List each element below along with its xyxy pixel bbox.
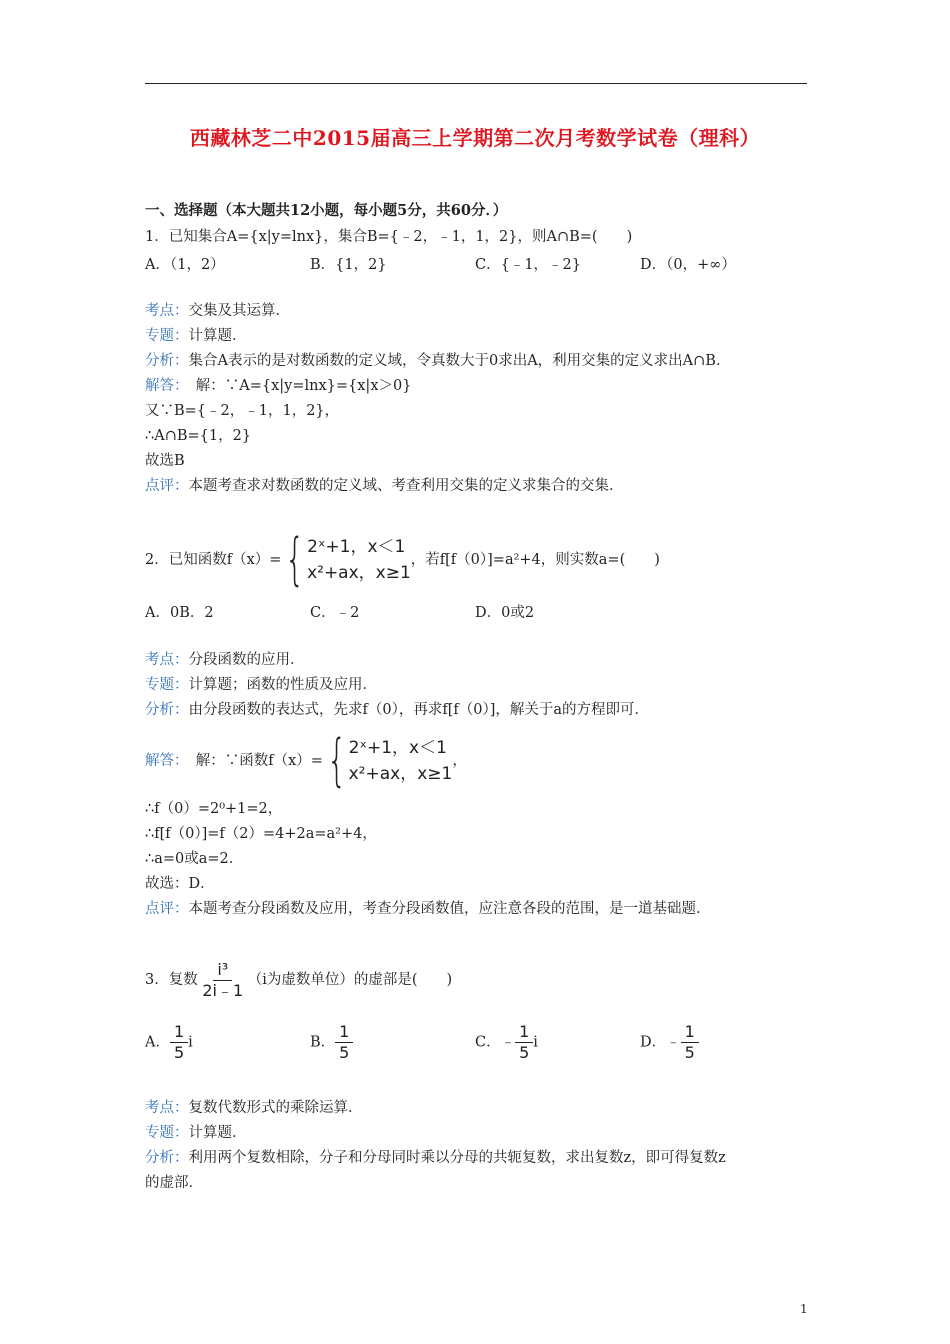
piecewise-case-2: x²+ax，x≥1 — [307, 563, 411, 583]
fraction-denominator: 2i﹣1 — [202, 980, 244, 1000]
fraction-numerator: 1 — [515, 1022, 533, 1043]
fraction-numerator: 1 — [335, 1022, 353, 1043]
label-fenxi: 分析： — [145, 353, 189, 369]
q3-zhuanti-text: 计算题． — [188, 1125, 247, 1141]
q2-dianping-text: 本题考查分段函数及应用，考查分段函数值，应注意各段的范围，是一道基础题． — [188, 901, 711, 917]
q2-kaodian-text: 分段函数的应用． — [188, 652, 305, 668]
label-kaodian: 考点： — [145, 1100, 189, 1116]
q2-solution-line: ∴a=0或a=2． — [145, 851, 244, 867]
fraction-denominator: 5 — [173, 1043, 185, 1062]
q2-stem — [145, 527, 660, 592]
label-zhuanti: 专题： — [145, 1125, 189, 1141]
q2-zhuanti-text: 计算题；函数的性质及应用． — [188, 677, 377, 693]
q2-jieda — [145, 728, 467, 793]
page-number: 1 — [800, 1302, 808, 1316]
fraction-denominator: 5 — [519, 1043, 530, 1062]
label-fenxi: 分析： — [145, 1150, 189, 1166]
left-brace: { — [326, 728, 347, 793]
option-suffix: i — [533, 1034, 538, 1051]
q2-jieda-pre: 解：∵函数f（x）= — [181, 753, 323, 769]
q1-zhuanti-text: 计算题． — [188, 328, 247, 344]
label-kaodian: 考点： — [145, 303, 189, 319]
q1-option-a: A．（1，2） — [145, 257, 225, 273]
fraction-numerator: 1 — [681, 1022, 699, 1043]
q3-fraction — [202, 960, 243, 1001]
header-rule — [145, 83, 807, 84]
q2-option-c: C．﹣2 — [310, 605, 360, 621]
q3-stem-pre: 3．复数 — [145, 972, 198, 988]
label-jieda: 解答： — [145, 378, 182, 394]
option-fraction — [335, 1022, 353, 1063]
q3-option-c — [475, 1022, 538, 1063]
section-heading: 一、选择题（本大题共12小题，每小题5分，共60分．） — [145, 202, 508, 219]
q2-solution-line: ∴f（0）=2⁰+1=2， — [145, 801, 283, 817]
q2-option-ab: A．0B．2 — [145, 605, 214, 621]
q1-fenxi-text: 集合A表示的是对数函数的定义域，令真数大于0求出A，利用交集的定义求出A∩B． — [188, 353, 731, 369]
q1-zhuanti — [145, 327, 247, 345]
option-suffix: i — [188, 1034, 193, 1051]
q2-stem-post: ，若f[f（0）]=a²+4，则实数a=( ) — [410, 552, 660, 568]
q3-option-d — [640, 1022, 699, 1063]
fraction-denominator: 5 — [684, 1043, 695, 1062]
q3-stem-post: （i为虚数单位）的虚部是( ) — [247, 972, 453, 988]
q1-jieda — [145, 377, 411, 395]
label-kaodian: 考点： — [145, 652, 189, 668]
q3-fenxi-continued: 的虚部． — [145, 1175, 203, 1191]
option-label: A． — [145, 1034, 170, 1051]
q1-option-c: C．{﹣1，﹣2} — [475, 257, 581, 273]
label-jieda: 解答： — [145, 753, 182, 769]
label-dianping: 点评： — [145, 478, 189, 494]
document-title: 西藏林芝二中2015届高三上学期第二次月考数学试卷（理科） — [189, 126, 761, 150]
option-sign: ﹣ — [500, 1034, 516, 1051]
q3-zhuanti — [145, 1124, 247, 1142]
fraction-denominator: 5 — [339, 1043, 350, 1062]
q3-kaodian — [145, 1099, 363, 1117]
q1-dianping-text: 本题考查求对数函数的定义域、考查利用交集的定义求集合的交集． — [188, 478, 624, 494]
q2-fenxi — [145, 701, 649, 719]
q2-kaodian — [145, 651, 305, 669]
option-label: B． — [310, 1034, 336, 1051]
q2-zhuanti — [145, 676, 377, 694]
q3-option-b — [310, 1022, 353, 1063]
q2-solution-line: 故选：D． — [145, 876, 215, 892]
q1-option-d: D．（0，+∞） — [640, 257, 736, 273]
label-zhuanti: 专题： — [145, 677, 189, 693]
q3-fenxi-text: 利用两个复数相除，分子和分母同时乘以分母的共轭复数，求出复数z，即可得复数z — [188, 1150, 726, 1166]
q2-option-d: D．0或2 — [475, 605, 535, 621]
piecewise-function — [281, 527, 411, 592]
option-fraction — [681, 1022, 699, 1063]
q2-jieda-post: ， — [452, 753, 467, 769]
q1-solution-line: ∴A∩B={1，2} — [145, 428, 252, 444]
fraction-numerator: 1 — [170, 1022, 188, 1043]
q1-stem: 1．已知集合A={x|y=lnx}，集合B={﹣2，﹣1，1，2}，则A∩B=( ) — [145, 229, 633, 245]
piecewise-case-2: x²+ax，x≥1 — [348, 764, 453, 784]
q3-fenxi — [145, 1149, 726, 1167]
option-fraction — [515, 1022, 533, 1063]
piecewise-case-1: 2ˣ+1，x＜1 — [348, 738, 447, 758]
q1-option-b: B．{1，2} — [310, 257, 387, 273]
q1-fenxi — [145, 352, 730, 370]
q1-kaodian — [145, 302, 290, 320]
q1-kaodian-text: 交集及其运算． — [188, 303, 290, 319]
q1-dianping — [145, 477, 624, 495]
q1-solution-line: 又∵B={﹣2，﹣1，1，2}， — [145, 403, 340, 419]
piecewise-function — [323, 728, 453, 793]
q3-kaodian-text: 复数代数形式的乘除运算． — [188, 1100, 363, 1116]
q1-solution-line: 故选B — [145, 453, 185, 469]
q2-dianping — [145, 900, 711, 918]
q2-stem-pre: 2．已知函数f（x）= — [145, 552, 282, 568]
label-dianping: 点评： — [145, 901, 189, 917]
fraction-numerator: i³ — [213, 960, 232, 981]
option-fraction — [170, 1022, 188, 1063]
left-brace: { — [285, 527, 306, 592]
q3-option-a — [145, 1022, 193, 1063]
label-zhuanti: 专题： — [145, 328, 189, 344]
label-fenxi: 分析： — [145, 702, 189, 718]
option-sign: ﹣ — [666, 1034, 681, 1051]
q1-jieda-text: 解：∵A={x|y=lnx}={x|x＞0} — [181, 378, 412, 394]
option-label: D． — [640, 1034, 667, 1051]
q2-fenxi-text: 由分段函数的表达式，先求f（0），再求f[f（0）]，解关于a的方程即可． — [188, 702, 650, 718]
option-label: C． — [475, 1034, 501, 1051]
piecewise-case-1: 2ˣ+1，x＜1 — [307, 537, 406, 557]
q3-stem — [145, 955, 452, 1005]
q2-solution-line: ∴f[f（0）]=f（2）=4+2a=a²+4， — [145, 826, 377, 842]
